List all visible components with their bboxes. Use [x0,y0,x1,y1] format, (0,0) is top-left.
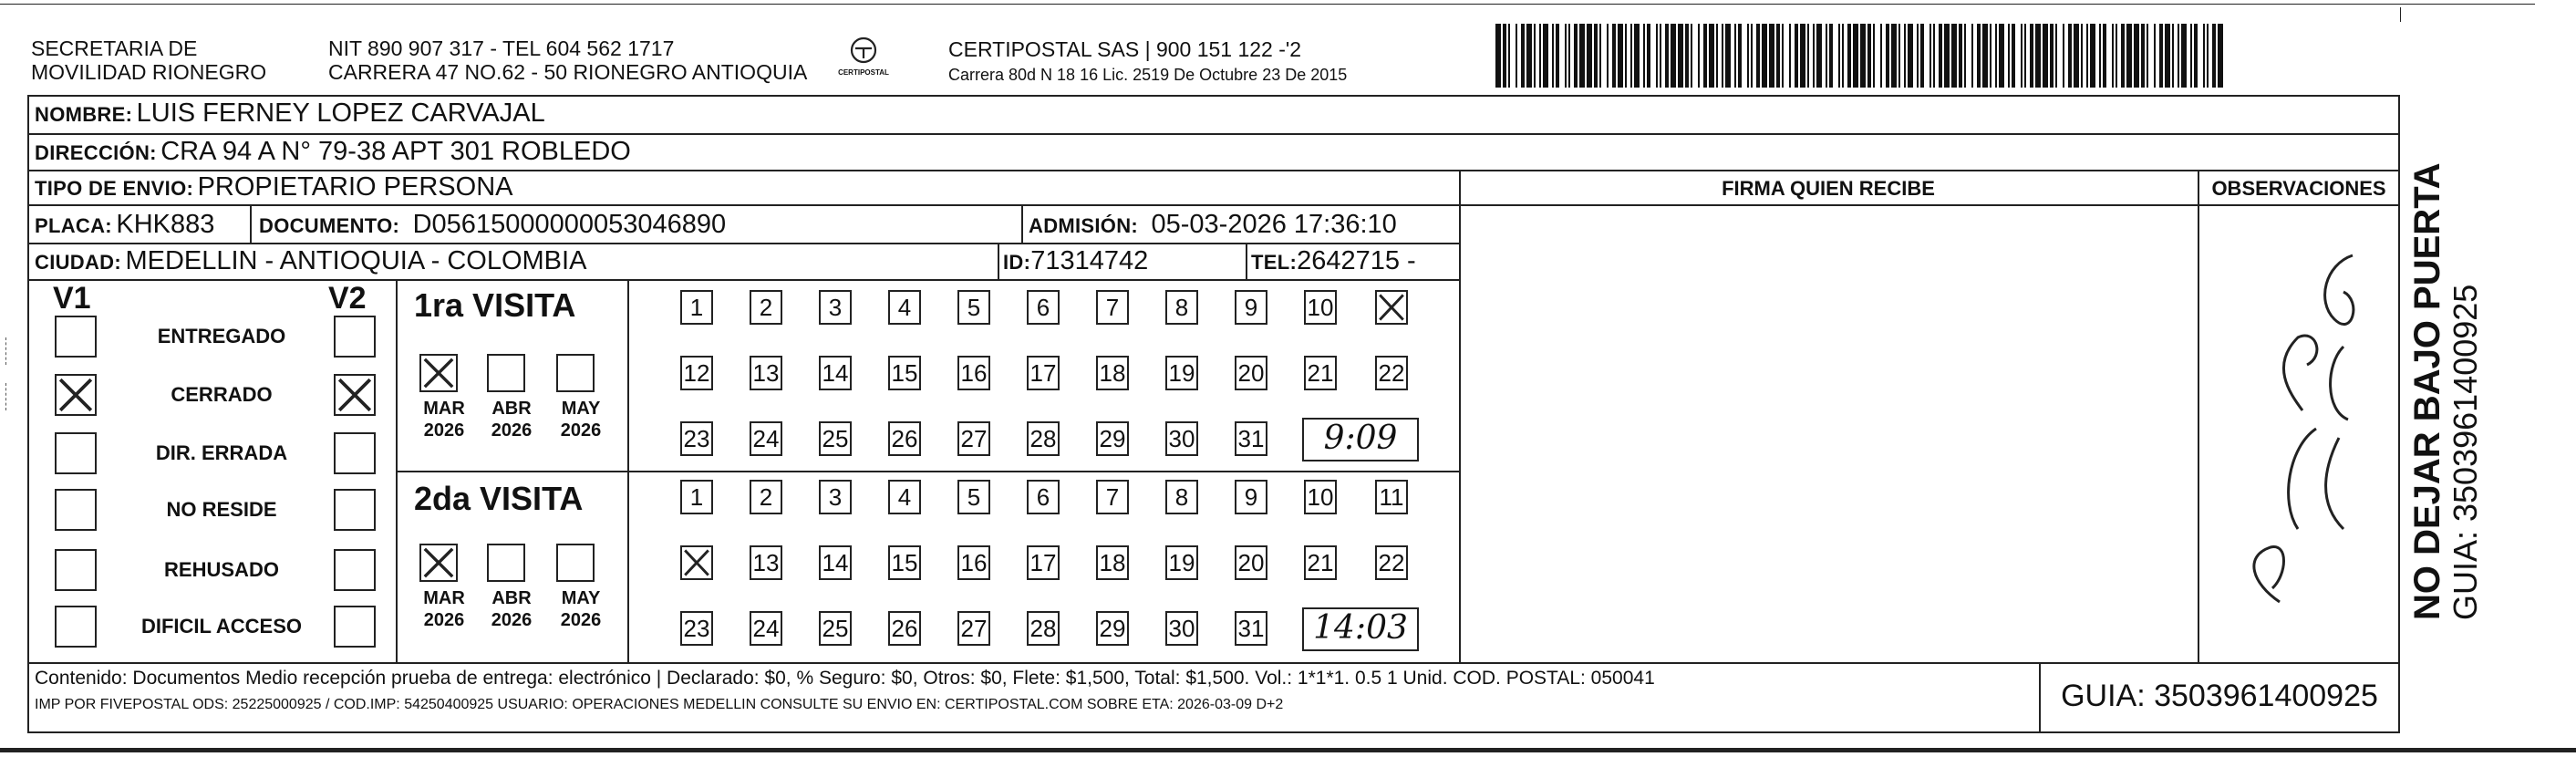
day-box[interactable] [819,290,852,325]
day-number: 27 [960,425,988,452]
day-box[interactable] [957,290,990,325]
day-box[interactable] [750,545,782,580]
month-label: MAR [423,588,465,608]
status-box-v2[interactable] [334,489,376,531]
day-box[interactable] [819,611,852,646]
day-box[interactable] [1027,290,1060,325]
observaciones-header: OBSERVACIONES [2211,177,2386,200]
divider [27,133,2400,135]
day-number: 4 [897,294,912,321]
day-number: 29 [1099,615,1126,642]
divider [2198,170,2199,662]
day-number: 18 [1099,359,1126,387]
id-row [1003,246,1148,276]
month-box[interactable] [419,354,458,392]
day-number: 24 [752,425,780,452]
status-box-v1[interactable] [55,316,97,358]
status-box-v1[interactable] [55,549,97,591]
status-box-v1[interactable] [55,432,97,474]
day-box[interactable] [957,421,990,456]
day-box[interactable] [680,421,713,456]
day-box[interactable] [680,480,713,514]
day-box[interactable] [750,611,782,646]
divider [1246,243,1247,279]
day-box[interactable] [1375,356,1408,390]
nit-line: NIT 890 907 317 - TEL 604 562 1717 [328,36,675,60]
status-label: DIR. ERRADA [155,441,288,464]
placa-label: PLACA: [35,214,112,237]
day-box[interactable] [1235,290,1267,325]
day-box[interactable] [957,545,990,580]
day-number: 27 [960,615,988,642]
month-year: 2026 [560,420,602,441]
month-year: 2026 [491,420,533,441]
day-number: 26 [891,615,918,642]
divider [27,243,1459,244]
no-dejar-label: NO DEJAR BAJO PUERTA [2407,162,2447,620]
day-box[interactable] [1027,611,1060,646]
day-number: 2 [759,294,773,321]
day-box[interactable] [1375,290,1408,325]
day-box[interactable] [1027,421,1060,456]
day-number: 5 [967,294,981,321]
month-year: 2026 [560,610,602,630]
id-value: 71314742 [1030,246,1149,275]
logo-icon [845,35,882,66]
day-box[interactable] [1165,611,1198,646]
month-year: 2026 [491,610,533,630]
month-year: 2026 [423,420,465,441]
month-box[interactable] [419,544,458,582]
day-box[interactable] [888,611,921,646]
day-number: 1 [689,483,704,511]
firma-header: FIRMA QUIEN RECIBE [1722,177,1935,200]
org-line-2: MOVILIDAD RIONEGRO [31,60,267,84]
day-box[interactable] [1235,480,1267,514]
day-number: 11 [1379,483,1404,511]
day-box[interactable] [1304,356,1337,390]
company-line: CERTIPOSTAL SAS | 900 151 122 -'2 [948,37,1302,61]
day-box[interactable] [1235,356,1267,390]
day-number: 12 [683,359,710,387]
day-number: 23 [683,615,710,642]
v2-header: V2 [328,281,367,316]
divider [27,279,1459,281]
day-box[interactable] [1304,545,1337,580]
day-box[interactable] [1165,290,1198,325]
address-line: CARRERA 47 NO.62 - 50 RIONEGRO ANTIOQUIA [328,60,808,84]
documento-row [259,210,726,240]
day-box[interactable] [1235,421,1267,456]
org-block [31,36,266,84]
side-text [2407,162,2484,620]
day-number: 5 [967,483,981,511]
day-number: 25 [822,425,849,452]
divider [998,243,999,279]
day-number: 26 [891,425,918,452]
tel-value: 2642715 - [1297,246,1416,275]
visit1-title: 1ra VISITA [414,286,576,324]
day-box[interactable] [750,421,782,456]
top-rule [0,4,2535,5]
placa-row [35,210,214,240]
day-box[interactable] [1375,480,1408,514]
documento-value: D05615000000053046890 [412,210,727,239]
tel-label: TEL: [1251,251,1298,274]
day-number: 15 [891,549,918,576]
day-box[interactable] [1165,545,1198,580]
documento-label: DOCUMENTO: [259,214,400,237]
divider [1459,204,2400,206]
month-year: 2026 [423,610,465,630]
nombre-label: NOMBRE: [35,103,133,126]
day-box[interactable] [1096,480,1129,514]
day-number: 15 [891,359,918,387]
day-number: 14 [822,549,849,576]
day-number: 8 [1174,294,1189,321]
day-number: 28 [1029,425,1057,452]
day-box[interactable] [888,356,921,390]
day-box[interactable] [1235,545,1267,580]
bottom-edge [0,748,2576,752]
month-label: ABR [491,588,532,608]
day-box[interactable] [1304,290,1337,325]
day-number: 20 [1237,549,1265,576]
day-box[interactable] [819,480,852,514]
day-number: 13 [752,549,780,576]
divider [1459,170,1461,662]
status-box-v2[interactable] [334,316,376,358]
ciudad-value: MEDELLIN - ANTIOQUIA - COLOMBIA [125,246,587,275]
day-box[interactable] [1096,290,1129,325]
barcode [1495,24,2225,88]
footer-content-line: Contenido: Documentos Medio recepción prueba de entrega: electrónico | Declarado: $0, % Seguro: $0, Otros: $0, Flete: $1,500, Total: $1,500. Vol.: 1*1*1. 0.5 1 Unid. COD. POSTAL: 050041 [35,668,1655,689]
month-box[interactable] [556,354,595,392]
status-box-v1[interactable] [55,374,97,416]
status-label: CERRADO [171,383,273,406]
nombre-value: LUIS FERNEY LOPEZ CARVAJAL [136,99,545,128]
day-number: 31 [1237,425,1265,452]
day-number: 28 [1029,615,1057,642]
day-number: 6 [1036,294,1050,321]
day-number: 21 [1307,549,1334,576]
day-box[interactable] [1096,611,1129,646]
status-box-v1[interactable] [55,606,97,648]
divider [250,204,252,243]
day-number: 20 [1237,359,1265,387]
day-box[interactable] [1027,356,1060,390]
day-box[interactable] [680,356,713,390]
month-box[interactable] [487,544,525,582]
month-box[interactable] [556,544,595,582]
nit-block [328,36,807,84]
side-guia: GUIA: 3503961400925 [2447,284,2484,620]
day-box[interactable] [1096,356,1129,390]
month-label: MAR [423,399,465,419]
day-number: 10 [1307,483,1334,511]
day-box[interactable] [819,356,852,390]
divider [1021,204,1023,243]
day-box[interactable] [750,356,782,390]
tel-row [1251,246,1416,276]
admision-value: 05-03-2026 17:36:10 [1151,210,1397,239]
ciudad-label: CIUDAD: [35,251,121,274]
day-number: 23 [683,425,710,452]
status-box-v2[interactable] [334,549,376,591]
status-label: DIFICIL ACCESO [140,615,302,638]
direccion-row [35,137,631,167]
day-box[interactable] [750,480,782,514]
month-label: ABR [491,399,532,419]
divider [396,471,1459,472]
day-box[interactable] [957,356,990,390]
tipo-row [35,172,512,202]
day-number: 9 [1244,294,1258,321]
visit2-time-handwritten: 14:03 [1313,609,1408,647]
day-box[interactable] [1165,480,1198,514]
day-number: 10 [1307,294,1334,321]
day-number: 2 [759,483,773,511]
day-number: 30 [1168,425,1195,452]
day-box[interactable] [680,611,713,646]
day-number: 8 [1174,483,1189,511]
day-box[interactable] [680,545,713,580]
certipostal-logo [832,35,895,77]
day-box[interactable] [888,290,921,325]
day-number: 30 [1168,615,1195,642]
status-label: ENTREGADO [157,325,286,347]
day-box[interactable] [680,290,713,325]
month-label: MAY [561,399,601,419]
day-box[interactable] [1304,480,1337,514]
day-box[interactable] [957,611,990,646]
day-number: 6 [1036,483,1050,511]
day-box[interactable] [819,545,852,580]
tipo-label: TIPO DE ENVIO: [35,177,194,200]
logo-text: CERTIPOSTAL [838,68,889,77]
day-number: 31 [1237,615,1265,642]
day-number: 16 [960,359,988,387]
direccion-label: DIRECCIÓN: [35,141,157,164]
day-box[interactable] [888,480,921,514]
visit2-time-box [1302,607,1419,651]
divider [27,662,2400,664]
day-box[interactable] [1027,545,1060,580]
status-box-v2[interactable] [334,606,376,648]
id-label: ID: [1003,251,1031,274]
status-box-v2[interactable] [334,374,376,416]
day-box[interactable] [888,421,921,456]
admision-row [1029,210,1397,240]
day-box[interactable] [1165,356,1198,390]
day-number: 25 [822,615,849,642]
divider [27,170,2400,171]
day-number: 3 [828,294,843,321]
visit1-time-handwritten: 9:09 [1323,420,1398,457]
day-box[interactable] [819,421,852,456]
day-box[interactable] [1235,611,1267,646]
company-block [948,36,1347,88]
admision-label: ADMISIÓN: [1029,214,1139,237]
day-number: 7 [1105,294,1120,321]
footer-guia: GUIA: 3503961400925 [2061,679,2378,713]
visit1-time-box [1302,418,1419,461]
month-label: MAY [561,588,601,608]
day-number: 22 [1378,359,1405,387]
day-number: 4 [897,483,912,511]
divider [627,279,629,662]
day-number: 24 [752,615,780,642]
day-box[interactable] [957,480,990,514]
day-number: 16 [960,549,988,576]
day-number: 21 [1307,359,1334,387]
day-box[interactable] [888,545,921,580]
status-box-v1[interactable] [55,489,97,531]
v1-header: V1 [53,281,91,316]
day-number: 14 [822,359,849,387]
day-box[interactable] [1165,421,1198,456]
status-label: NO RESIDE [166,498,277,521]
tipo-value: PROPIETARIO PERSONA [197,172,513,202]
day-number: 22 [1378,549,1405,576]
visit2-title: 2da VISITA [414,480,584,517]
day-number: 3 [828,483,843,511]
day-number: 9 [1244,483,1258,511]
day-number: 19 [1168,549,1195,576]
month-box[interactable] [487,354,525,392]
placa-value: KHK883 [116,210,215,239]
day-number: 17 [1029,359,1057,387]
margin-tick [5,383,6,410]
direccion-value: CRA 94 A N° 79-38 APT 301 ROBLEDO [160,137,631,166]
day-number: 19 [1168,359,1195,387]
observaciones-handwriting [2216,228,2380,611]
day-number: 18 [1099,549,1126,576]
day-box[interactable] [1375,545,1408,580]
footer-imp-line: IMP POR FIVEPOSTAL ODS: 25225000925 / COD.IMP: 54250400925 USUARIO: OPERACIONES MEDELLIN CONSULTE SU ENVIO EN: CERTIPOSTAL.COM SOBRE ETA: 2026-03-09 D+2 [35,697,1284,712]
day-number: 17 [1029,549,1057,576]
day-number: 7 [1105,483,1120,511]
margin-tick [5,337,6,365]
day-box[interactable] [1096,545,1129,580]
ciudad-row [35,246,586,276]
day-box[interactable] [1027,480,1060,514]
day-box[interactable] [750,290,782,325]
day-number: 29 [1099,425,1126,452]
day-number: 13 [752,359,780,387]
day-number: 1 [689,294,704,321]
org-line-1: SECRETARIA DE [31,36,198,60]
status-label: REHUSADO [164,558,279,581]
day-box[interactable] [1096,421,1129,456]
nombre-row [35,99,545,129]
tick-mark [2400,7,2401,22]
license-line: Carrera 80d N 18 16 Lic. 2519 De Octubre 23 De 2015 [948,66,1348,84]
status-box-v2[interactable] [334,432,376,474]
